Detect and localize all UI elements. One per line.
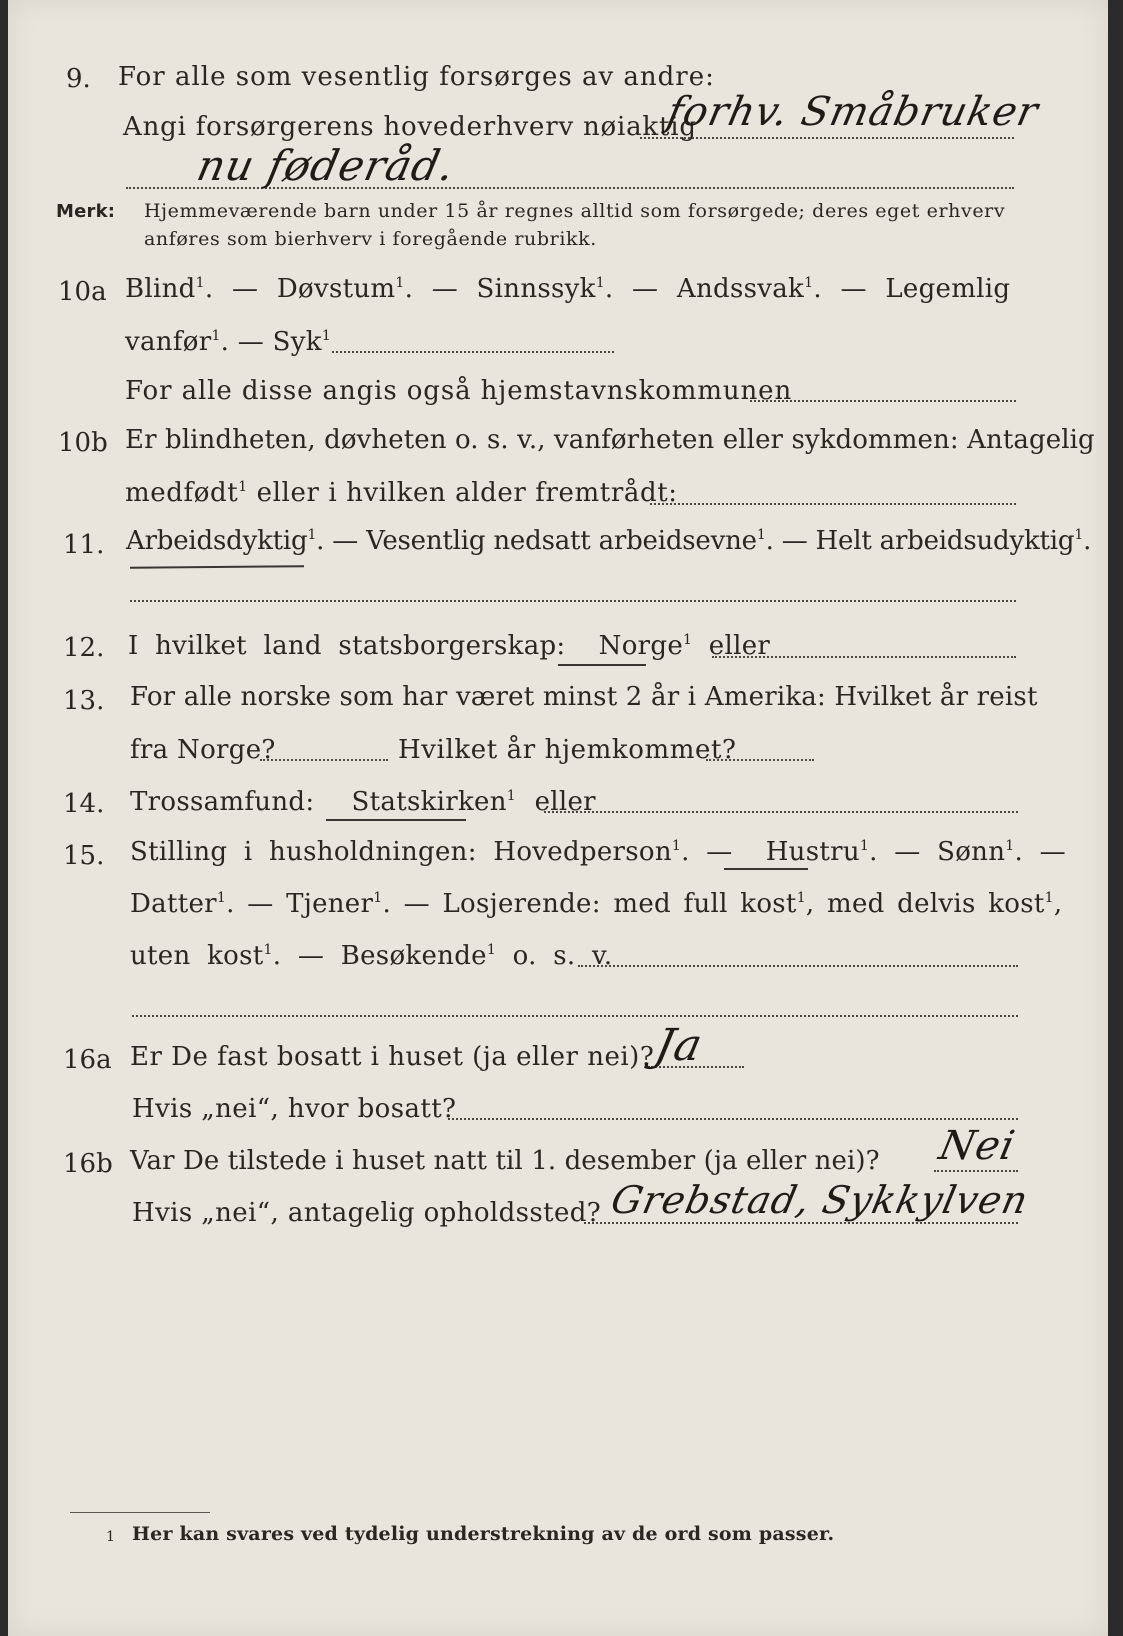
footnote-ref: 1 <box>683 632 693 648</box>
q16b-answer-line <box>934 1170 1018 1172</box>
q12-underline-mark <box>558 664 646 666</box>
option-tjener: . — Tjener <box>226 889 374 919</box>
option-sinnssyk: . — Sinnssyk <box>404 274 596 304</box>
q16b-line1: Var De tilstede i huset natt til 1. desember (ja eller nei)? <box>130 1146 880 1176</box>
option-norge: Norge <box>598 631 684 661</box>
q10a-line1 <box>125 274 1010 304</box>
q14-eller: eller <box>516 787 596 817</box>
option-dovstum: . — Døvstum <box>204 274 396 304</box>
footnote-ref: 1 <box>756 527 766 543</box>
footnote-ref: 1 <box>216 890 227 906</box>
q10a-answer-line <box>332 351 614 353</box>
q10b-line2 <box>125 478 678 508</box>
q14-underline-mark <box>326 819 466 821</box>
q15-line2 <box>130 889 1062 919</box>
footnote-ref: 1 <box>307 527 317 543</box>
q10a-hjemstavn-line <box>750 400 1016 402</box>
footnote-ref: 1 <box>595 275 605 291</box>
q10b-alder-text: eller i hvilken alder fremtrådt: <box>247 478 678 508</box>
option-udyktig: . — Helt arbeidsudyktig <box>765 526 1075 556</box>
comma: , <box>1053 889 1063 919</box>
footnote-ref: 1 <box>859 838 870 854</box>
q9-handwritten-answer2: nu føderåd. <box>192 141 460 190</box>
q16a-line2: Hvis „nei“, hvor bosatt? <box>132 1094 457 1124</box>
option-uten-kost: uten kost <box>130 941 264 971</box>
footnote-ref: 1 <box>506 788 516 804</box>
q15-answer-line1 <box>578 965 1018 967</box>
footnote-ref: 1 <box>1005 838 1015 854</box>
q15-osv: o. s. v. <box>496 941 613 971</box>
q14-number: 14. <box>63 789 105 819</box>
q12-answer-line <box>712 656 1016 658</box>
option-full-kost: . — Losjerende: med full kost <box>382 889 797 919</box>
option-vanfor: vanfør <box>125 327 212 357</box>
option-medfodt: medfødt <box>125 478 239 508</box>
option-nedsatt: . — Vesentlig nedsatt arbeidsevne <box>316 526 757 556</box>
census-form-page <box>8 0 1108 1636</box>
q16b-line2: Hvis „nei“, antagelig opholdssted? <box>132 1198 602 1228</box>
option-besokende: . — Besøkende <box>272 941 487 971</box>
option-arbeidsdyktig: Arbeidsdyktig <box>126 526 308 556</box>
q15-line3 <box>130 941 612 971</box>
q10a-number: 10a <box>58 277 107 307</box>
q14-answer-line <box>544 811 1018 813</box>
footnote-ref: 1 <box>796 890 806 906</box>
merk-label: Merk: <box>56 201 116 222</box>
footnote-rule <box>70 1512 210 1513</box>
q13-number: 13. <box>63 686 105 716</box>
q10b-answer-line <box>650 503 1016 505</box>
option-hustru: Hustru <box>765 837 860 867</box>
q16b-opholdssted-line <box>584 1222 1018 1224</box>
merk-line2: anføres som bierhverv i foregående rubrikk. <box>144 228 597 250</box>
q15-number: 15. <box>63 841 105 871</box>
footnote-ref: 1 <box>321 328 332 344</box>
q16a-handwritten-answer: Ja <box>650 1020 708 1071</box>
footnote-ref: 1 <box>195 275 205 291</box>
footnote-ref: 1 <box>671 838 682 854</box>
q14-text: Trossamfund: <box>130 787 315 817</box>
option-syk: . — Syk <box>220 327 322 357</box>
q11-underline-mark <box>130 565 304 569</box>
footnote-ref: 1 <box>1044 890 1054 906</box>
q10b-line1: Er blindheten, døvheten o. s. v., vanførheten eller sykdommen: Antagelig <box>125 425 1095 455</box>
option-sonn: . — Sønn <box>869 837 1006 867</box>
q15-line1 <box>130 837 1066 867</box>
q11-end: . <box>1083 526 1092 556</box>
q16a-line1: Er De fast bosatt i huset (ja eller nei)? <box>130 1042 655 1072</box>
q11-answer-line <box>130 600 1016 602</box>
footnote-ref: 1 <box>486 942 497 958</box>
option-statskirken: Statskirken <box>351 787 507 817</box>
q13-line2b: Hvilket år hjemkommet? <box>398 735 737 765</box>
dash: . — <box>1014 837 1066 867</box>
q13-hjemkommet-line <box>706 759 814 761</box>
merk-line1: Hjemmeværende barn under 15 år regnes alltid som forsørgede; deres eget erhverv <box>144 200 1006 222</box>
q11-line <box>126 526 1091 556</box>
option-andssvak: . — Andssvak <box>604 274 805 304</box>
q13-reist-line <box>260 759 388 761</box>
q9-answer-line1 <box>640 137 1014 139</box>
q13-line1: For alle norske som har været minst 2 år i Amerika: Hvilket år reist <box>130 682 1038 712</box>
q12-text: I hvilket land statsborgerskap: <box>128 631 566 661</box>
option-blind: Blind <box>125 274 196 304</box>
dash: . — <box>681 837 733 867</box>
q13-line2a: fra Norge? <box>130 735 276 765</box>
q9-number: 9. <box>66 64 91 94</box>
footnote-ref: 1 <box>804 275 814 291</box>
q15-answer-line2 <box>132 1015 1018 1017</box>
option-hovedperson: Stilling i husholdningen: Hovedperson <box>130 837 672 867</box>
q16b-handwritten-place: Grebstad, Sykkylven <box>607 1178 1033 1222</box>
q9-line1: For alle som vesentlig forsørges av andre: <box>118 62 715 92</box>
q16b-handwritten-answer: Nei <box>935 1123 1020 1169</box>
q14-line <box>130 787 596 817</box>
q10a-line3: For alle disse angis også hjemstavnskommunen <box>125 376 793 406</box>
footnote-ref: 1 <box>1074 527 1084 543</box>
q11-number: 11. <box>63 530 105 560</box>
footnote-ref: 1 <box>211 328 221 344</box>
footnote-marker: 1 <box>106 1529 116 1545</box>
footnote-ref: 1 <box>263 942 273 958</box>
option-datter: Datter <box>130 889 217 919</box>
q16a-bosatt-line <box>448 1118 1018 1120</box>
q12-eller: eller <box>692 631 771 661</box>
q16b-number: 16b <box>63 1149 113 1179</box>
option-delvis-kost: , med delvis kost <box>805 889 1045 919</box>
q10b-number: 10b <box>58 428 108 458</box>
footnote-text: Her kan svares ved tydelig understrekning av de ord som passer. <box>132 1523 835 1545</box>
q12-number: 12. <box>63 633 105 663</box>
footnote-ref: 1 <box>395 275 405 291</box>
q9-line2: Angi forsørgerens hovederhverv nøiaktig <box>123 112 697 142</box>
q16a-number: 16a <box>63 1045 112 1075</box>
q12-line <box>128 631 770 661</box>
q15-underline-mark <box>724 868 808 870</box>
q9-handwritten-answer1: forhv. Småbruker <box>663 89 1043 135</box>
q10a-line2 <box>125 327 331 357</box>
footnote-ref: 1 <box>238 479 248 495</box>
option-legemlig: . — Legemlig <box>813 274 1011 304</box>
footnote-ref: 1 <box>373 890 383 906</box>
